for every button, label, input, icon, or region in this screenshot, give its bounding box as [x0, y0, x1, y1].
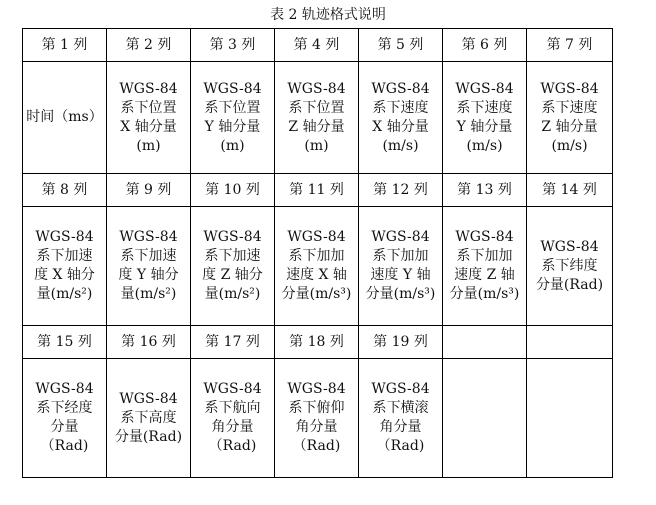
- table-cell: WGS-84 系下速度 Z 轴分量 (m/s): [527, 62, 613, 174]
- empty-cell: [443, 359, 527, 478]
- column-header: 第 14 列: [527, 174, 613, 207]
- column-header: 第 19 列: [359, 326, 443, 359]
- column-header: 第 8 列: [23, 174, 107, 207]
- table-cell: WGS-84 系下经度 分量 （Rad): [23, 359, 107, 478]
- content-row-2: [23, 207, 613, 326]
- header-row-3: [23, 326, 613, 359]
- table-cell: 时间（ms）: [23, 62, 107, 174]
- column-header: 第 17 列: [191, 326, 275, 359]
- column-header: 第 10 列: [191, 174, 275, 207]
- table-cell: WGS-84 系下速度 X 轴分量 (m/s): [359, 62, 443, 174]
- empty-cell: [527, 359, 613, 478]
- track-format-table: [22, 28, 613, 478]
- table-cell: WGS-84 系下加速 度 Z 轴分 量(m/s²): [191, 207, 275, 326]
- table-cell: WGS-84 系下加速 度 X 轴分 量(m/s²): [23, 207, 107, 326]
- column-header: 第 2 列: [107, 29, 191, 62]
- table-cell: WGS-84 系下俯仰 角分量 （Rad): [275, 359, 359, 478]
- table-caption: 表 2 轨迹格式说明: [270, 7, 386, 23]
- table-cell: WGS-84 系下加速 度 Y 轴分 量(m/s²): [107, 207, 191, 326]
- column-header: 第 18 列: [275, 326, 359, 359]
- table-cell: WGS-84 系下纬度 分量(Rad): [527, 207, 613, 326]
- column-header: 第 13 列: [443, 174, 527, 207]
- column-header: 第 3 列: [191, 29, 275, 62]
- column-header: 第 4 列: [275, 29, 359, 62]
- table-cell: WGS-84 系下速度 Y 轴分量 (m/s): [443, 62, 527, 174]
- column-header: 第 16 列: [107, 326, 191, 359]
- content-row-3: [23, 359, 613, 478]
- empty-cell: [443, 326, 527, 359]
- column-header: 第 7 列: [527, 29, 613, 62]
- table-cell: WGS-84 系下位置 Y 轴分量 (m): [191, 62, 275, 174]
- table-cell: WGS-84 系下高度 分量(Rad): [107, 359, 191, 478]
- table-cell: WGS-84 系下加加 速度 X 轴 分量(m/s³): [275, 207, 359, 326]
- header-row-1: [23, 29, 613, 62]
- column-header: 第 5 列: [359, 29, 443, 62]
- header-row-2: [23, 174, 613, 207]
- table-cell: WGS-84 系下位置 X 轴分量 (m): [107, 62, 191, 174]
- table-cell: WGS-84 系下航向 角分量 （Rad): [191, 359, 275, 478]
- column-header: 第 15 列: [23, 326, 107, 359]
- table-cell: WGS-84 系下加加 速度 Y 轴 分量(m/s³): [359, 207, 443, 326]
- column-header: 第 12 列: [359, 174, 443, 207]
- table-cell: WGS-84 系下加加 速度 Z 轴 分量(m/s³): [443, 207, 527, 326]
- column-header: 第 6 列: [443, 29, 527, 62]
- column-header: 第 11 列: [275, 174, 359, 207]
- table-cell: WGS-84 系下位置 Z 轴分量 (m): [275, 62, 359, 174]
- table-cell: WGS-84 系下横滚 角分量 （Rad): [359, 359, 443, 478]
- column-header: 第 9 列: [107, 174, 191, 207]
- empty-cell: [527, 326, 613, 359]
- column-header: 第 1 列: [23, 29, 107, 62]
- content-row-1: [23, 62, 613, 174]
